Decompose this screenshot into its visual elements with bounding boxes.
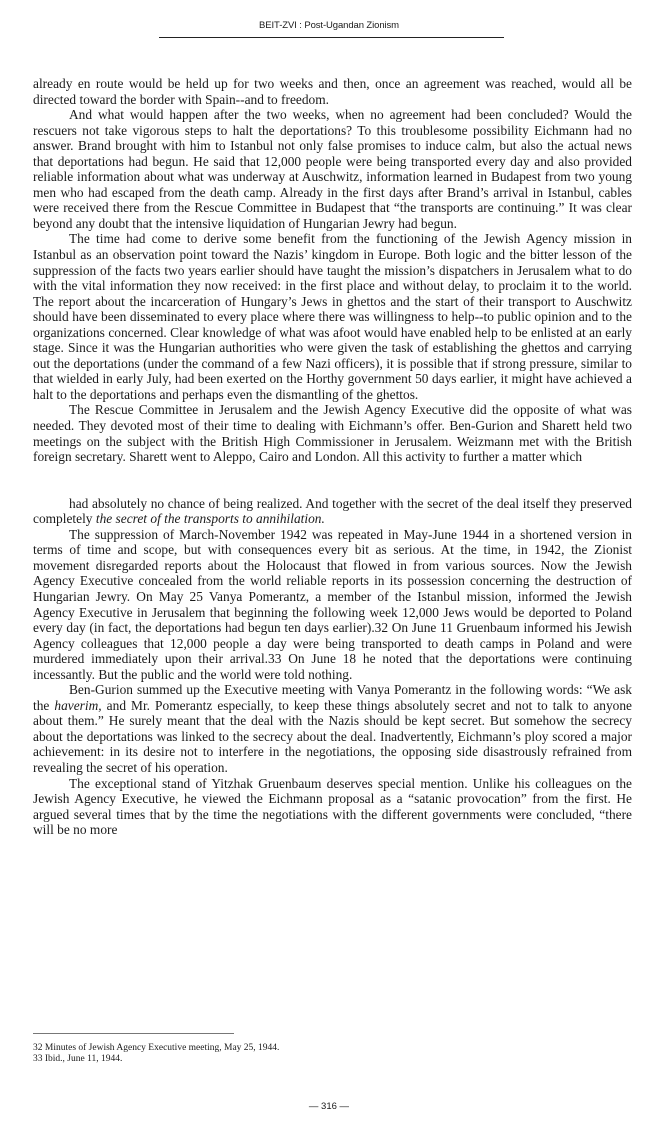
italic-emphasis: haverim,: [54, 697, 102, 713]
running-header: BEIT-ZVI : Post-Ugandan Zionism: [259, 20, 399, 31]
paragraph-text: had absolutely no chance of being realized. And together with the secret of the deal itself they preserved completely: [33, 495, 632, 527]
header-rule: [159, 37, 504, 38]
page-number: — 316 —: [308, 1101, 350, 1112]
paragraph: The exceptional stand of Yitzhak Gruenbaum deserves special mention. Unlike his colleagues on the Jewish Agency Executive, he viewed the Eichmann proposal as a “satanic provocation” from the first. He argued several times that by the time the negotiations with the different governments were concluded, “there will be no more: [33, 775, 632, 838]
paragraph-text: Ben-Gurion summed up the Executive meeting with Vanya Pomerantz in the following words: “We ask the: [33, 682, 632, 713]
footnotes: [33, 1043, 633, 1065]
paragraph: The time had come to derive some benefit from the functioning of the Jewish Agency mission in Istanbul as an observation point toward the Nazis’ kingdom in Europe. Both logic and the bitter lesson of the suppression of the facts two years earlier should have taught the mission’s dispatchers in Jerusalem what to do with the vital information they now received: in the first place and without delay, to proclaim it to the world. The report about the incarceration of Hungary’s Jews in ghettos and the start of their transport to Auschwitz should have been disseminated to every place where there was willingness to help--to public opinion and to the organizations concerned. Clear knowledge of what was afoot would have enabled help to be enlisted at an early stage. Since it was the Hungarian authorities who were given the task of establishing the ghettos and carrying out the deportations (under the command of a few Nazi officers), it is possible that if strong pressure, similar to that wielded in early July, had been exerted on the Horthy government 50 days earlier, it might have achieved a halt to the deportations and perhaps even the dismantling of the ghettos.: [33, 231, 632, 402]
paragraph: [33, 682, 632, 775]
footnote-33: 33 Ibid., June 11, 1944.: [33, 1054, 123, 1064]
paragraph: already en route would be held up for two weeks and then, once an agreement was reached, would all be directed toward the border with Spain--and to freedom.: [33, 76, 632, 107]
italic-emphasis: the secret of the transports to annihilation.: [95, 511, 325, 527]
paragraph: [33, 496, 632, 527]
footnote-32: 32 Minutes of Jewish Agency Executive meeting, May 25, 1944.: [33, 1043, 280, 1053]
footnote-separator: [33, 1033, 234, 1034]
paragraph: The suppression of March-November 1942 was repeated in May-June 1944 in a shortened version in terms of time and scope, but with consequences every bit as serious. At the time, in 1942, the Zionist movement disregarded reports about the Holocaust that flowed in from various sources. Now the Jewish Agency Executive concealed from the world reliable reports in its possession concerning the destruction of Hungarian Jewry. On May 25 Vanya Pomerantz, a member of the Istanbul mission, informed the Jewish Agency Executive in Jerusalem that beginning the following week 12,000 Jews would be deported to Poland every day (in fact, the deportations had begun ten days earlier).32 On June 11 Gruenbaum informed his Jewish Agency colleagues that 12,000 people a day were being transported to death camps in Poland and were murdered immediately upon their arrival.33 On June 18 he noted that the deportations were continuing incessantly. But the public and the world were told nothing.: [33, 526, 632, 682]
paragraph: And what would happen after the two weeks, when no agreement had been concluded? Would the rescuers not take vigorous steps to halt the deportations? To this troublesome possibility Eichmann had no answer. Brand brought with him to Istanbul not only false promises to induce calm, but also the actual news that deportations had begun. He said that 12,000 people were being transported every day and also provided reliable information about what was underway at Auschwitz, information learned in Budapest from two young men who had escaped from the death camp. Already in the first days after Brand’s arrival in Istanbul, cables were received there from the Rescue Committee in Budapest that “the transports are continuing.” It was clear beyond any doubt that the intensive liquidation of Hungarian Jewry had begun.: [33, 107, 632, 231]
paragraph: The Rescue Committee in Jerusalem and the Jewish Agency Executive did the opposite of what was needed. They devoted most of their time to dealing with Eichmann’s offer. Ben-Gurion and Sharett held two meetings on the subject with the British High Commissioner in Jerusalem. Weizmann met with the British foreign secretary. Sharett went to Aleppo, Cairo and London. All this activity to further a matter which: [33, 402, 632, 465]
body-text: [33, 76, 632, 838]
paragraph-text: and Mr. Pomerantz especially, to keep these things absolutely secret and not to talk to anyone about them.” He surely meant that the deal with the Nazis should be kept secret. But somehow the secrecy about the deportations was linked to the secrecy about the deal. Inadvertently, Eichmann’s ploy scored a major achievement: in its desire not to interfere in the negotiations, the opposing side disastrously refrained from revealing the secret of his operation.: [33, 697, 632, 775]
